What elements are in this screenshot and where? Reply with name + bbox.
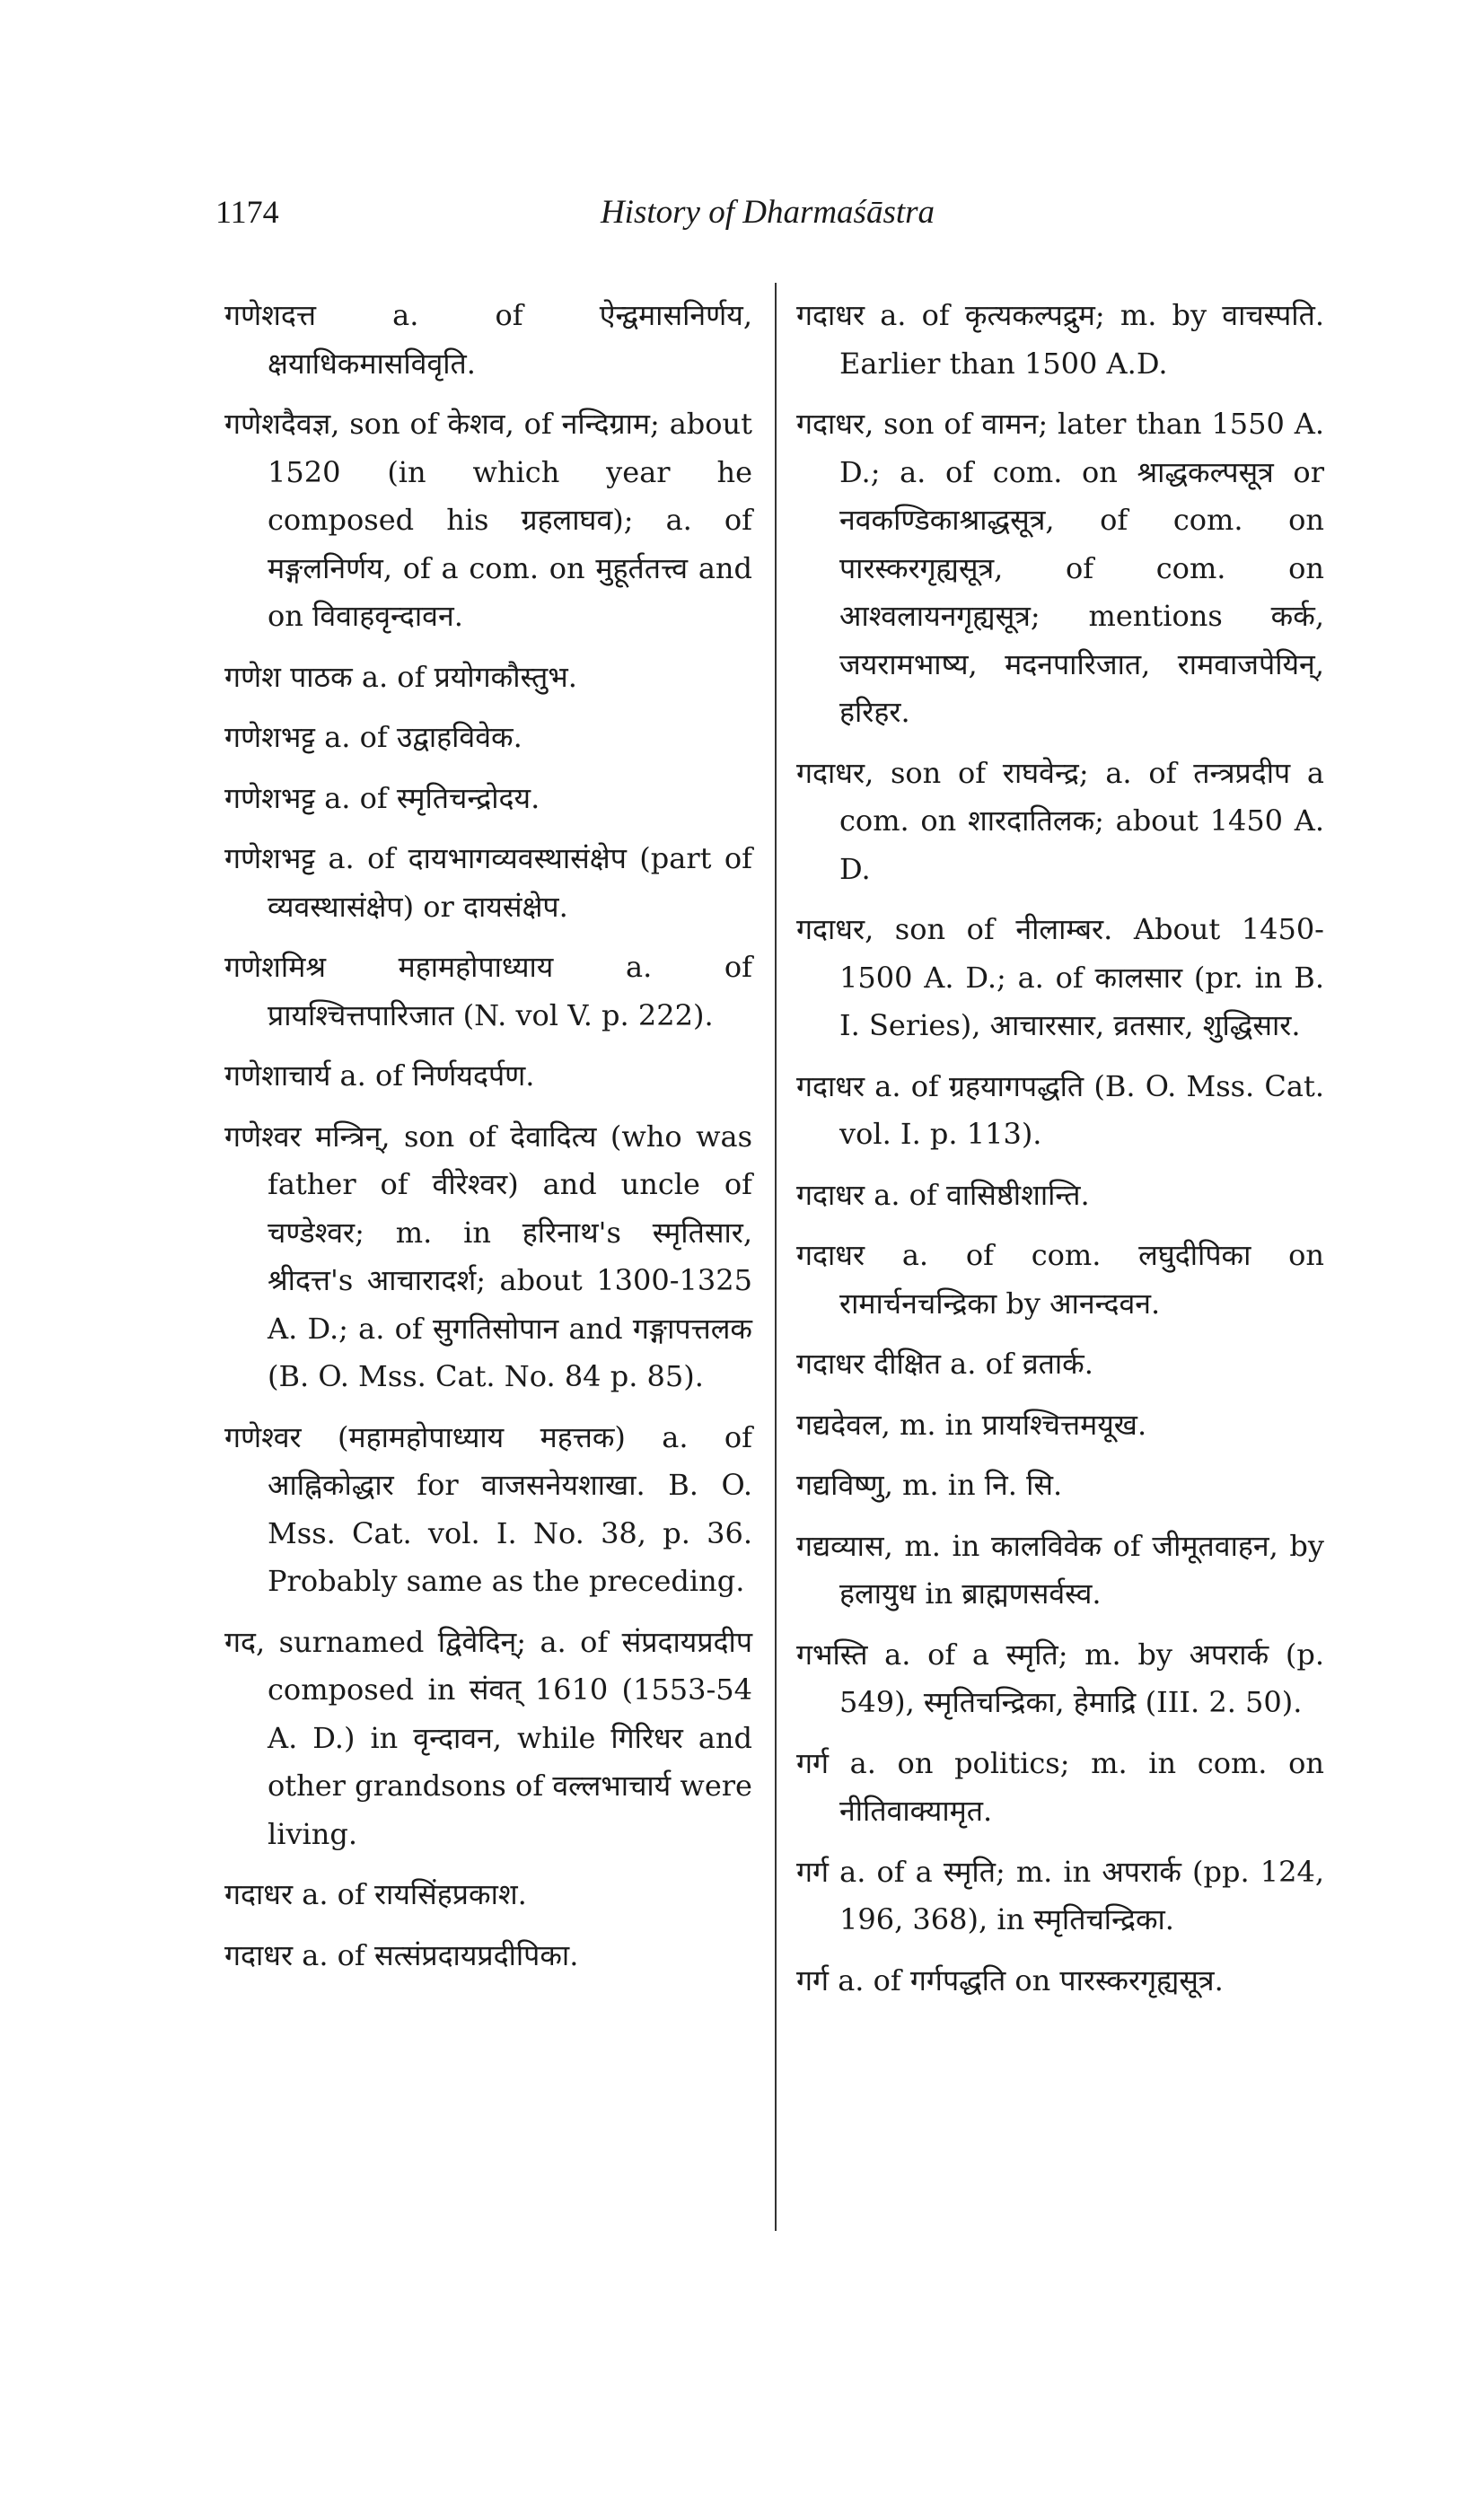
index-entry: गर्ग a. on politics; m. in com. on नीतिवाक्यामृत. <box>796 1745 1324 1828</box>
index-entry: गद्यविष्णु, m. in नि. सि. <box>796 1468 1063 1502</box>
index-entry: गणेशभट्ट a. of दायभागव्यवस्थासंक्षेप (part of व्यवस्थासंक्षेप) or दायसंक्षेप. <box>224 841 752 924</box>
index-entry: गर्ग a. of गर्गपद्धति on पारस्करगृह्यसूत्र. <box>796 1962 1224 1997</box>
left-column <box>224 292 752 1992</box>
index-entry: गर्ग a. of a स्मृति; m. in अपरार्क (pp. 124, 196, 368), in स्मृतिचन्द्रिका. <box>796 1854 1324 1936</box>
index-entry: गदाधर दीक्षित a. of व्रतार्क. <box>796 1347 1093 1381</box>
index-entry: गदाधर, son of नीलाम्बर. About 1450-1500 A. D.; a. of कालसार (pr. in B. I. Series), आचारसार, व्रतसार, शुद्धिसार. <box>796 912 1324 1042</box>
right-column <box>796 292 1324 2017</box>
index-entry: गदाधर a. of रायसिंहप्रकाश. <box>224 1877 527 1911</box>
index-entry: गदाधर a. of वासिष्ठीशान्ति. <box>796 1177 1090 1212</box>
page-header <box>215 193 1320 247</box>
page-number: 1174 <box>215 194 279 230</box>
index-entry: गणेशभट्ट a. of स्मृतिचन्द्रोदय. <box>224 780 540 815</box>
index-entry: गद, surnamed द्विवेदिन्; a. of संप्रदायप्रदीप composed in संवत् 1610 (1553-54 A. D.) in वृन्दावन, while गिरिधर and other grandsons of वल्लभाचार्य were living. <box>224 1624 752 1851</box>
index-entry: गदाधर a. of कृत्यकल्पद्रुम; m. by वाचस्पति. Earlier than 1500 A.D. <box>796 298 1324 381</box>
index-entry: गदाधर a. of com. लघुदीपिका on रामार्चनचन्द्रिका by आनन्दवन. <box>796 1238 1324 1321</box>
index-entry: गभस्ति a. of a स्मृति; m. by अपरार्क (p. 549), स्मृतिचन्द्रिका, हेमाद्रि (III. 2. 50). <box>796 1637 1324 1719</box>
index-entry: गणेशाचार्य a. of निर्णयदर्पण. <box>224 1058 535 1093</box>
index-entry: गणेशदैवज्ञ, son of केशव, of नन्दिग्राम; about 1520 (in which year he composed his ग्रहलाघव); a. of मङ्गलनिर्णय, of a com. on मुहूर्ततत्त्व and on विवाहवृन्दावन. <box>224 407 752 633</box>
index-entry: गदाधर a. of सत्संप्रदायप्रदीपिका. <box>224 1937 579 1972</box>
index-entry: गणेशमिश्र महामहोपाध्याय a. of प्रायश्चित्तपारिजात (N. vol V. p. 222). <box>224 950 752 1032</box>
index-entry: गणेश पाठक a. of प्रयोगकौस्तुभ. <box>224 659 577 694</box>
index-entry: गदाधर, son of राघवेन्द्र; a. of तन्त्रप्रदीप a com. on शारदातिलक; about 1450 A. D. <box>796 755 1324 886</box>
index-entry: गणेशदत्त a. of ऐन्द्वमासनिर्णय, क्षयाधिकमासविवृति. <box>224 298 752 381</box>
index-entry: गणेशभट्ट a. of उद्वाहविवेक. <box>224 720 522 754</box>
index-entry: गद्यदेवल, m. in प्रायश्चित्तमयूख. <box>796 1407 1147 1442</box>
running-title: History of Dharmaśāstra <box>600 194 935 231</box>
index-entry: गद्यव्यास, m. in कालविवेक of जीमूतवाहन, by हलायुध in ब्राह्मणसर्वस्व. <box>796 1528 1324 1611</box>
index-entry: गणेश्वर मन्त्रिन्, son of देवादित्य (who was father of वीरेश्वर) and uncle of चण्डेश्वर; m. in हरिनाथ's स्मृतिसार, श्रीदत्त's आचारादर्श; about 1300-1325 A. D.; a. of सुगतिसोपान and गङ्गापत्तलक (B. O. Mss. Cat. No. 84 p. 85). <box>224 1119 752 1393</box>
column-divider <box>775 283 777 2231</box>
index-entry: गदाधर, son of वामन; later than 1550 A. D.; a. of com. on श्राद्धकल्पसूत्र or नवकण्डिकाश्राद्धसूत्र, of com. on पारस्करगृह्यसूत्र, of com. on आश्वलायनगृह्यसूत्र; mentions कर्क, जयरामभाष्य, मदनपारिजात, रामवाजपेयिन्, हरिहर. <box>796 407 1324 729</box>
index-entry: गणेश्वर (महामहोपाध्याय महत्तक) a. of आह्निकोद्धार for वाजसनेयशाखा. B. O. Mss. Cat. vol. I. No. 38, p. 36. Probably same as the preceding. <box>224 1419 752 1598</box>
index-entry: गदाधर a. of ग्रहयागपद्धति (B. O. Mss. Cat. vol. I. p. 113). <box>796 1068 1324 1151</box>
